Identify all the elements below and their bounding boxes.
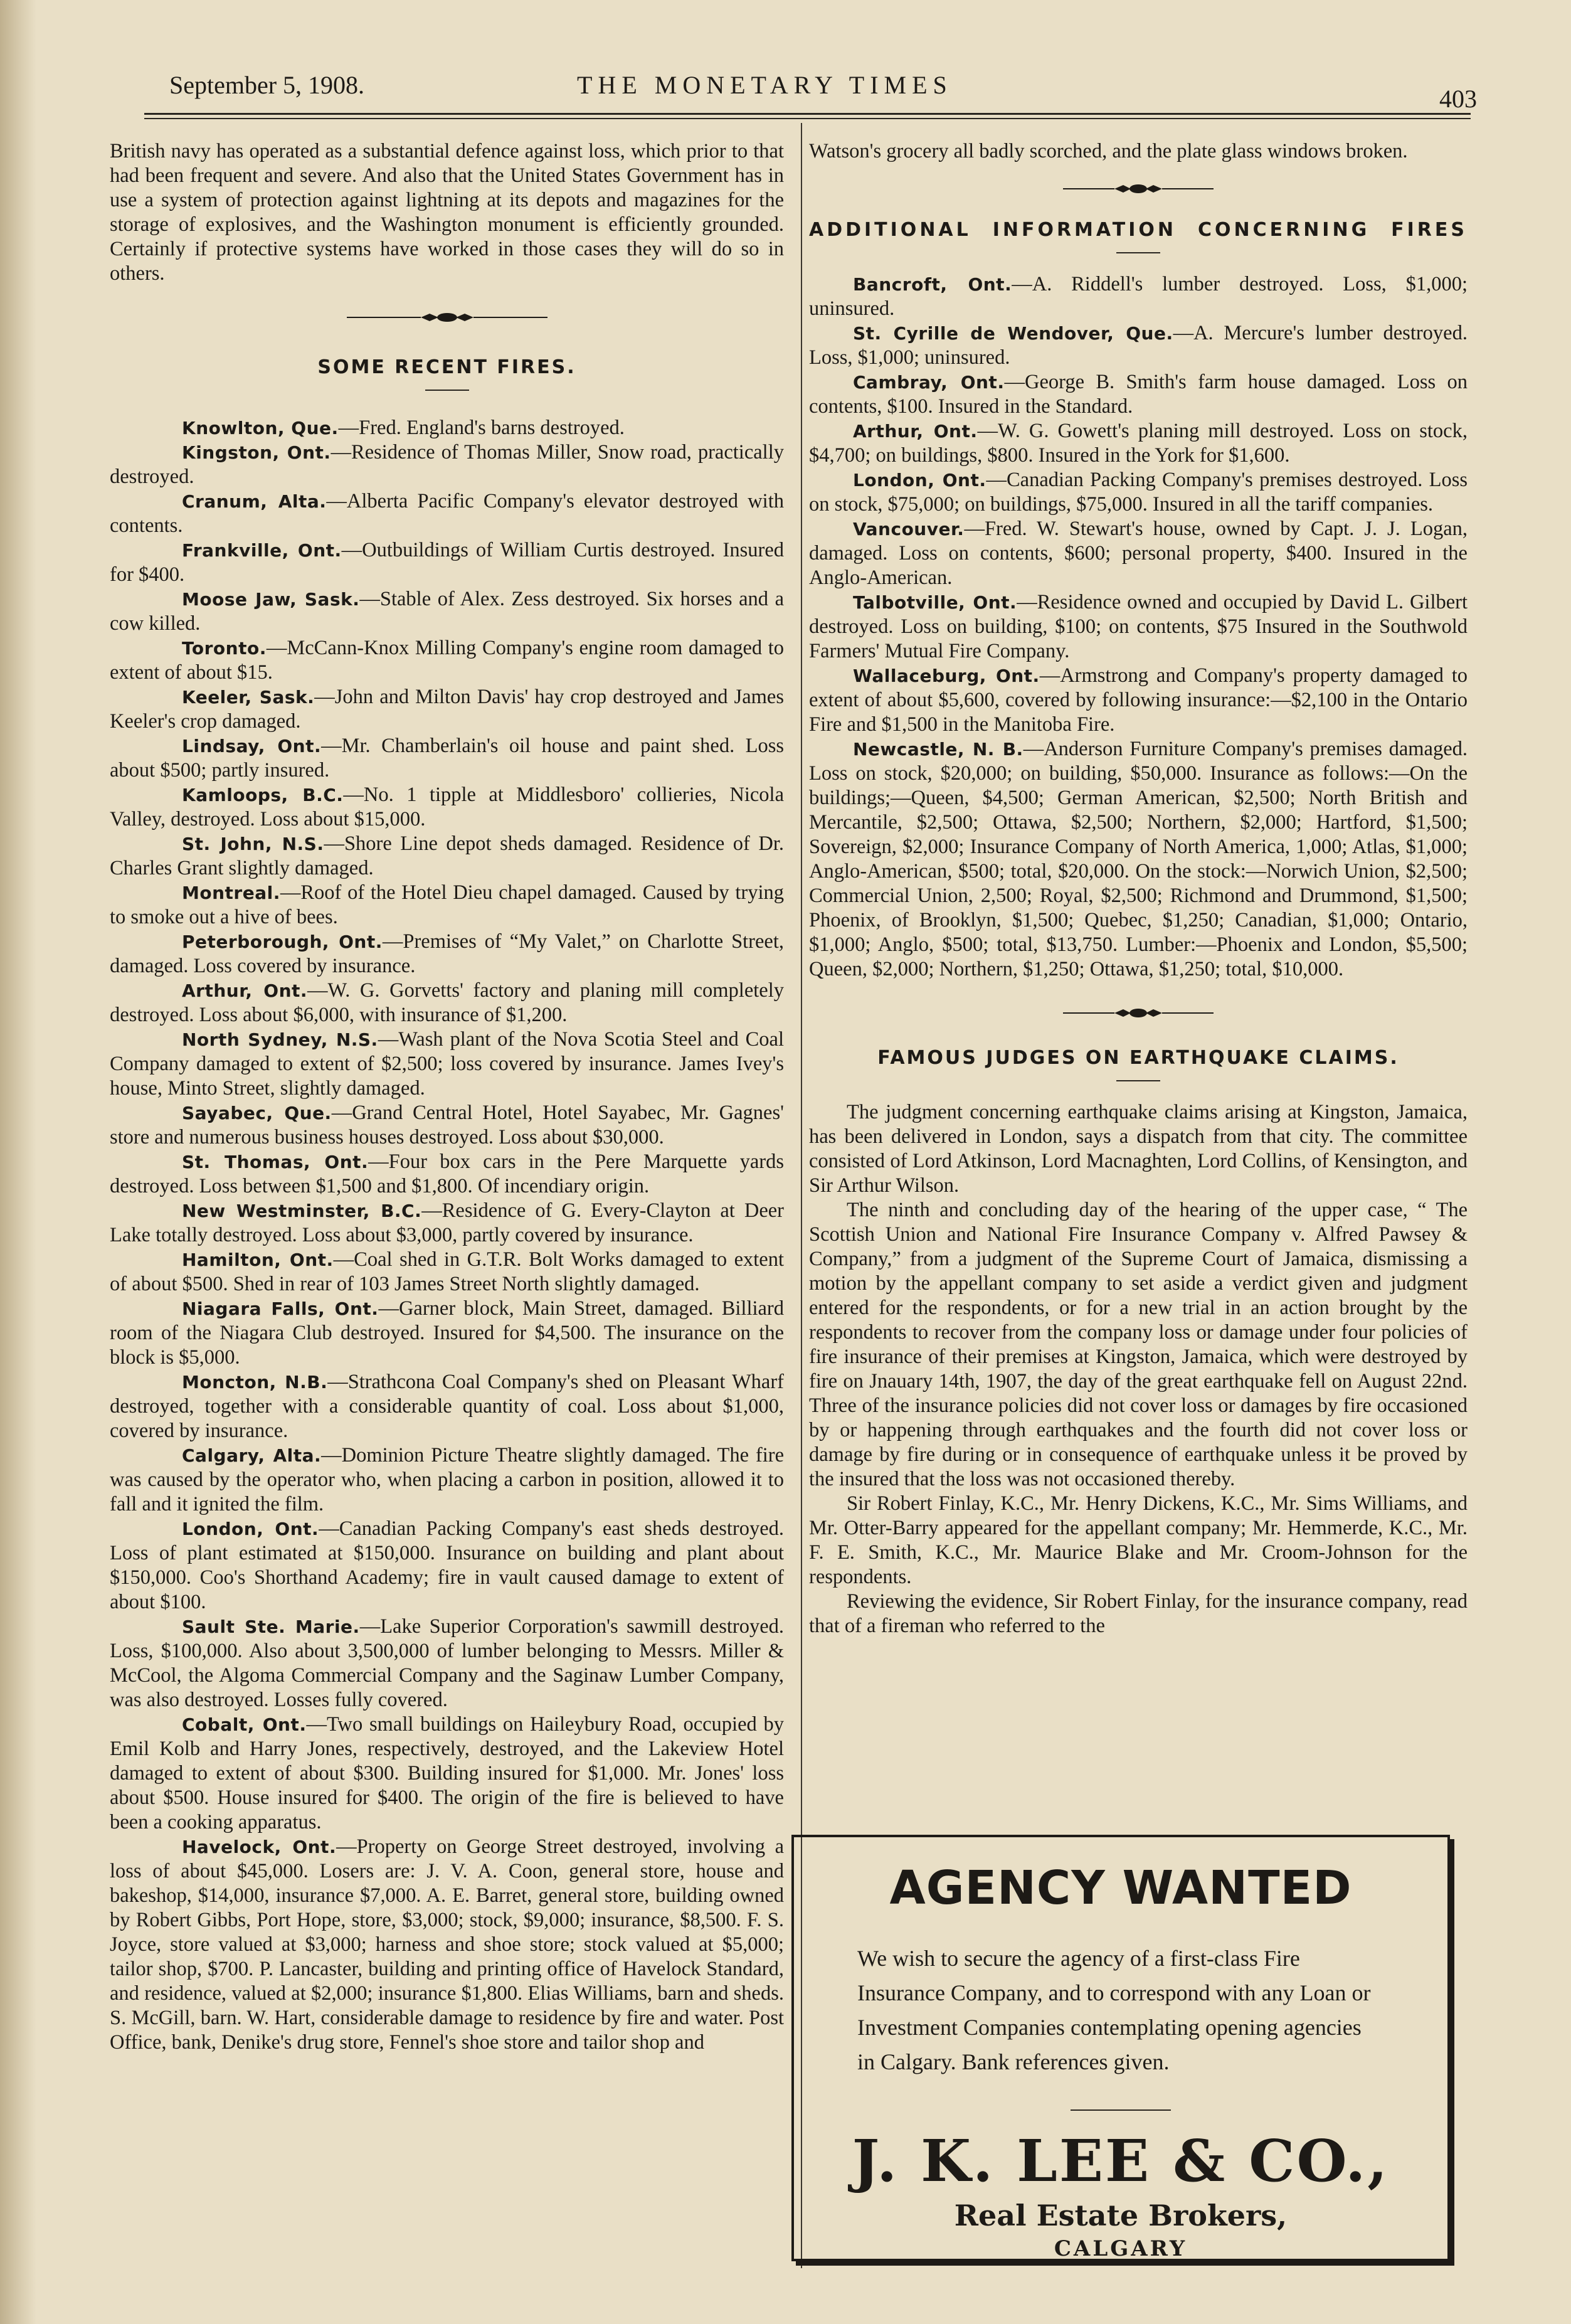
entry-place: Moose Jaw, Sask. — [182, 589, 360, 610]
entry-place: Sault Ste. Marie. — [182, 1616, 360, 1637]
entry-place: Frankville, Ont. — [182, 540, 342, 561]
fire-entries-list — [110, 416, 784, 2055]
fire-entry — [110, 1101, 784, 1150]
entry-text: —Outbuildings of William Curtis destroyed. Insured for $400. — [110, 539, 784, 586]
fire-entry — [110, 1517, 784, 1615]
heading-additional-information: ADDITIONAL INFORMATION CONCERNING FIRES — [809, 219, 1468, 241]
fire-entry — [110, 1712, 784, 1835]
entry-place: London, Ont. — [853, 470, 987, 491]
entry-place: Calgary, Alta. — [182, 1445, 322, 1466]
entry-text: —Mr. Chamberlain's oil house and paint shed. Loss about $500; partly insured. — [110, 735, 784, 782]
heading-underline — [425, 390, 469, 391]
entry-place: Sayabec, Que. — [182, 1103, 332, 1123]
issue-date: September 5, 1908. — [169, 71, 365, 99]
entry-text: —No. 1 tipple at Middlesboro' collieries, Nicola Valley, destroyed. Loss about $15,000. — [110, 783, 784, 830]
entry-text: —Armstrong and Company's property damaged to extent of about $5,600, covered by following insurance:—$2,100 in the Ontario Fire and $1,500 in the Manitoba Fire. — [809, 664, 1468, 736]
entry-text: —Alberta Pacific Company's elevator destroyed with contents. — [110, 490, 784, 537]
article-paragraph: The judgment concerning earthquake claims arising at Kingston, Jamaica, has been delivered in London, says a dispatch from that city. The committee consisted of Lord Atkinson, Lord Macnaghten, Lord Collins, of Kensington, and Sir Arthur Wilson. — [809, 1101, 1468, 1197]
entry-text: —Residence of Thomas Miller, Snow road, practically destroyed. — [110, 441, 784, 488]
section-ornament — [809, 183, 1468, 195]
earthquake-article — [809, 1100, 1468, 1638]
intro-paragraph: British navy has operated as a substantial defence against loss, which prior to that had been frequent and severe. And also that the United States Government has in use a system of protection against lightning at its depots and magazines for the storage of explosives, and the Washington monument is efficiently grounded. Certainly if protective systems have worked in those cases they will do so in others. — [110, 140, 784, 285]
page-spine-shadow — [0, 0, 36, 2324]
publication-title: THE MONETARY TIMES — [577, 71, 953, 99]
entry-text: —John and Milton Davis' hay crop destroyed and James Keeler's crop damaged. — [110, 686, 784, 733]
entry-place: Lindsay, Ont. — [182, 736, 322, 756]
entry-place: Talbotville, Ont. — [853, 592, 1017, 613]
entry-place: Hamilton, Ont. — [182, 1250, 334, 1270]
fire-entry — [110, 587, 784, 636]
ad-body: We wish to secure the agency of a first-class Fire Insurance Company, and to correspond with any Loan or Investment Companies contemplating opening agencies in Calgary. Bank references given. — [857, 1946, 1371, 2074]
entry-text: —Anderson Furniture Company's premises damaged. Loss on stock, $20,000; on building, $50,000. Insurance as follows:—On the buildings;—Queen, $4,500; German American, $2,500; North British and Mercantile, $2,500; Ottawa, $2,500; Northern, $2,000; Hartford, $1,500; Sovereign, $2,000; Insurance Company of North America, 1,000; Atlas, $1,000; Anglo-American, $500; total, $20,000. On the stock:—Norwich Union, $2,500; Commercial Union, 2,500; Royal, $2,500; Richmond and Drummond, $1,500; Phoenix, of Brooklyn, $1,500; Quebec, $1,250; Canadian, $1,000; Ontario, $1,000; Anglo, $500; total, $13,750. Lumber:—Phoenix and London, $5,500; Queen, $2,000; Northern, $1,250; Ottawa, $1,250; total, $10,000. — [809, 738, 1468, 980]
ad-company-subtitle: Real Estate Brokers, — [954, 2199, 1288, 2232]
fire-entry — [809, 517, 1468, 590]
heading-underline — [1116, 252, 1160, 253]
entry-place: Cranum, Alta. — [182, 491, 327, 512]
entry-place: Vancouver. — [853, 519, 965, 539]
entry-text: —Residence owned and occupied by David L. Gilbert destroyed. Loss on building, $100; on contents, $75 Insured in the Southwold Farmers' Mutual Fire Company. — [809, 591, 1468, 662]
entry-text: —A. Mercure's lumber destroyed. Loss, $1,000; uninsured. — [809, 322, 1468, 369]
left-column — [110, 139, 784, 2055]
section-ornament — [809, 1007, 1468, 1019]
entry-text: —W. G. Gowett's planing mill destroyed. Loss on stock, $4,700; on buildings, $800. Insured in the York for $1,600. — [809, 420, 1468, 467]
entry-place: Bancroft, Ont. — [853, 274, 1012, 295]
fire-entry — [110, 1027, 784, 1101]
entry-text: —Lake Superior Corporation's sawmill destroyed. Loss, $100,000. Also about 3,500,000 of lumber belonging to Messrs. Miller & McCool, the Algoma Commercial Company and the Saginaw Lumber Company, was also destroyed. Losses fully covered. — [110, 1615, 784, 1711]
fire-entry — [110, 1297, 784, 1370]
article-paragraph: Sir Robert Finlay, K.C., Mr. Henry Dickens, K.C., Mr. Sims Williams, and Mr. Otter-Barry appeared for the appellant company; Mr. Hemmerde, K.C., Mr. F. E. Smith, K.C., Mr. Maurice Blake and Mr. Croom-Johnson for the respondents. — [809, 1492, 1468, 1588]
section-ornament — [110, 311, 784, 324]
entry-text: —Roof of the Hotel Dieu chapel damaged. Caused by trying to smoke out a hive of bees. — [110, 881, 784, 928]
agency-wanted-advertisement — [791, 1835, 1450, 2261]
entry-place: Knowlton, Que. — [182, 418, 339, 438]
fire-entry — [110, 1248, 784, 1297]
fire-entry — [809, 321, 1468, 370]
heading-earthquake-claims: FAMOUS JUDGES ON EARTHQUAKE CLAIMS. — [877, 1047, 1399, 1069]
fire-entry — [110, 440, 784, 489]
fire-entry — [110, 1443, 784, 1517]
entry-text: —Dominion Picture Theatre slightly damaged. The fire was caused by the operator who, when placing a carbon in position, allowed it to fall and it ignited the film. — [110, 1444, 784, 1515]
fire-entry — [110, 1835, 784, 2055]
fire-entry — [110, 881, 784, 930]
fire-entry — [809, 419, 1468, 468]
ad-title: AGENCY WANTED — [889, 1861, 1352, 1915]
entry-text: —Four box cars in the Pere Marquette yards destroyed. Loss between $1,500 and $1,800. Of incendiary origin. — [110, 1150, 784, 1197]
entry-place: St. Cyrille de Wendover, Que. — [853, 323, 1173, 344]
fire-entry — [110, 1370, 784, 1443]
entry-text: —Fred. W. Stewart's house, owned by Capt. J. J. Logan, damaged. Loss on contents, $600; personal property, $400. Insured in the Anglo-American. — [809, 517, 1468, 589]
entry-place: Cobalt, Ont. — [182, 1714, 307, 1735]
fire-entry — [110, 685, 784, 734]
entry-text: —Property on George Street destroyed, involving a loss of about $45,000. Losers are: J. V. A. Coon, general store, house and bakeshop, $14,000, insurance $7,000. A. E. Barret, general store, building owned by Robert Gibbs, Port Hope, store, $3,000; stock, $9,000; insurance, $8,500. F. S. Joyce, store valued at $3,000; harness and shoe store; stock valued at $5,000; tailor shop, $700. P. Lancaster, building and printing office of Havelock Standard, and residence, valued at $2,000; insurance $1,800. Elias Williams, barn and sheds. S. McGill, barn. W. Hart, considerable damage to residence by fire and water. Post Office, bank, Denike's drug store, Fennel's shoe store and tailor shop and — [110, 1835, 785, 2054]
article-paragraph: The ninth and concluding day of the hearing of the upper case, “ The Scottish Union and National Fire Insurance Company v. Alfred Pawsey & Company,” from a judgment of the Supreme Court of Jamaica, dismissing a motion by the appellant company to set aside a verdict given and judgment entered for the respondents, or for a new trial in an action brought by the respondents to recover from the company loss or damage under four policies of fire insurance of their premises at Kingston, Jamaica, which were destroyed by fire on Jnauary 14th, 1907, the day of the great earthquake fell on August 22nd. Three of the insurance policies did not cover loss or damages by fire occasioned by or happening through earthquakes and the fourth did not cover loss or damage by fire during or in consequence of earthquake unless it be proved by the insured that the loss was not occasioned thereby. — [809, 1199, 1468, 1490]
entry-text: —Garner block, Main Street, damaged. Billiard room of the Niagara Club destroyed. Insured for $4,500. The insurance on the block is $5,000. — [110, 1297, 784, 1369]
entry-text: —Strathcona Coal Company's shed on Pleasant Wharf destroyed, together with a considerable quantity of coal. Loss about $1,000, covered by insurance. — [110, 1371, 784, 1442]
entry-text: —Grand Central Hotel, Hotel Sayabec, Mr. Gagnes' store and numerous business houses destroyed. Loss about $30,000. — [110, 1101, 784, 1149]
entry-place: St. Thomas, Ont. — [182, 1152, 369, 1172]
entry-place: Arthur, Ont. — [182, 980, 308, 1001]
page-number: 403 — [1439, 85, 1477, 113]
ad-divider — [1071, 2109, 1171, 2111]
right-column — [809, 139, 1468, 1638]
entry-place: London, Ont. — [182, 1519, 319, 1539]
fire-entry — [809, 737, 1468, 982]
entry-place: Montreal. — [182, 883, 280, 903]
entry-text: —A. Riddell's lumber destroyed. Loss, $1,000; uninsured. — [809, 273, 1468, 320]
article-paragraph: Reviewing the evidence, Sir Robert Finlay, for the insurance company, read that of a fireman who referred to the — [809, 1590, 1468, 1637]
fire-entry — [809, 664, 1468, 737]
fire-entry — [110, 979, 784, 1027]
entry-text: —Stable of Alex. Zess destroyed. Six horses and a cow killed. — [110, 588, 785, 635]
entry-text: —Canadian Packing Company's premises destroyed. Loss on stock, $75,000; on buildings, $75,000. Insured in all the tariff companies. — [809, 469, 1468, 516]
entry-place: Niagara Falls, Ont. — [182, 1298, 379, 1319]
fire-entry — [110, 783, 784, 832]
entry-place: Moncton, N.B. — [182, 1372, 328, 1393]
entry-text: —Coal shed in G.T.R. Bolt Works damaged to extent of about $500. Shed in rear of 103 James Street North slightly damaged. — [110, 1248, 784, 1295]
ad-company-name: J. K. LEE & CO., — [852, 2127, 1390, 2195]
additional-entries-list — [809, 272, 1468, 982]
fire-entry — [110, 538, 784, 587]
fire-entry — [110, 1199, 784, 1248]
fire-entry — [110, 930, 784, 979]
entry-place: North Sydney, N.S. — [182, 1029, 378, 1050]
entry-text: —McCann-Knox Milling Company's engine room damaged to extent of about $15. — [110, 637, 784, 684]
entry-text: —Fred. England's barns destroyed. — [338, 417, 625, 439]
entry-place: Peterborough, Ont. — [182, 931, 383, 952]
entry-place: Havelock, Ont. — [182, 1837, 337, 1857]
running-head — [169, 70, 1477, 113]
entry-text: —W. G. Gorvetts' factory and planing mill completely destroyed. Loss about $6,000, with insurance of $1,200. — [110, 979, 784, 1026]
header-rule-thin — [144, 118, 1471, 119]
fire-entry — [809, 468, 1468, 517]
heading-underline — [1116, 1080, 1160, 1081]
entry-place: Newcastle, N. B. — [853, 739, 1024, 760]
fire-entry — [809, 272, 1468, 321]
fire-entry — [110, 832, 784, 881]
entry-text: —Canadian Packing Company's east sheds destroyed. Loss of plant estimated at $150,000. Insurance on building and plant about $150,000. Coo's Shorthand Academy; fire in vault caused damage to extent of about $100. — [110, 1517, 785, 1613]
fire-entry — [110, 416, 784, 440]
entry-place: Kingston, Ont. — [182, 442, 331, 463]
entry-text: —Two small buildings on Haileybury Road, occupied by Emil Kolb and Harry Jones, respectively, destroyed, and the Lakeview Hotel damaged to extent of about $300. Building insured for $1,000. Mr. Jones' loss about $500. House insured for $400. The origin of the fire is believed to have been a cooking apparatus. — [110, 1713, 784, 1833]
entry-place: Toronto. — [182, 638, 267, 659]
fire-entry — [110, 1615, 784, 1712]
fire-entry — [110, 1150, 784, 1199]
entry-text: —Premises of “My Valet,” on Charlotte Street, damaged. Loss covered by insurance. — [110, 930, 785, 977]
entry-place: Arthur, Ont. — [853, 421, 978, 442]
ad-city: CALGARY — [1054, 2236, 1188, 2261]
heading-recent-fires: SOME RECENT FIRES. — [317, 356, 576, 378]
continuation-paragraph: Watson's grocery all badly scorched, and the plate glass windows broken. — [809, 140, 1408, 162]
entry-text: —Wash plant of the Nova Scotia Steel and Coal Company damaged to extent of $2,500; loss covered by insurance. James Ivey's house, Minto Street, slightly damaged. — [110, 1028, 785, 1100]
fire-entry — [110, 489, 784, 538]
entry-place: St. John, N.S. — [182, 834, 324, 854]
entry-text: —Residence of G. Every-Clayton at Deer Lake totally destroyed. Loss about $3,000, partly covered by insurance. — [110, 1199, 784, 1246]
entry-place: Kamloops, B.C. — [182, 785, 344, 805]
entry-text: —Shore Line depot sheds damaged. Residence of Dr. Charles Grant slightly damaged. — [110, 832, 784, 879]
header-rule — [144, 113, 1471, 115]
entry-place: Wallaceburg, Ont. — [853, 666, 1040, 686]
fire-entry — [809, 590, 1468, 664]
fire-entry — [110, 636, 784, 685]
entry-place: Keeler, Sask. — [182, 687, 315, 708]
entry-place: Cambray, Ont. — [853, 372, 1005, 393]
entry-place: New Westminster, B.C. — [182, 1201, 422, 1221]
entry-text: —George B. Smith's farm house damaged. Loss on contents, $100. Insured in the Standard. — [809, 371, 1468, 418]
fire-entry — [809, 370, 1468, 419]
fire-entry — [110, 734, 784, 783]
